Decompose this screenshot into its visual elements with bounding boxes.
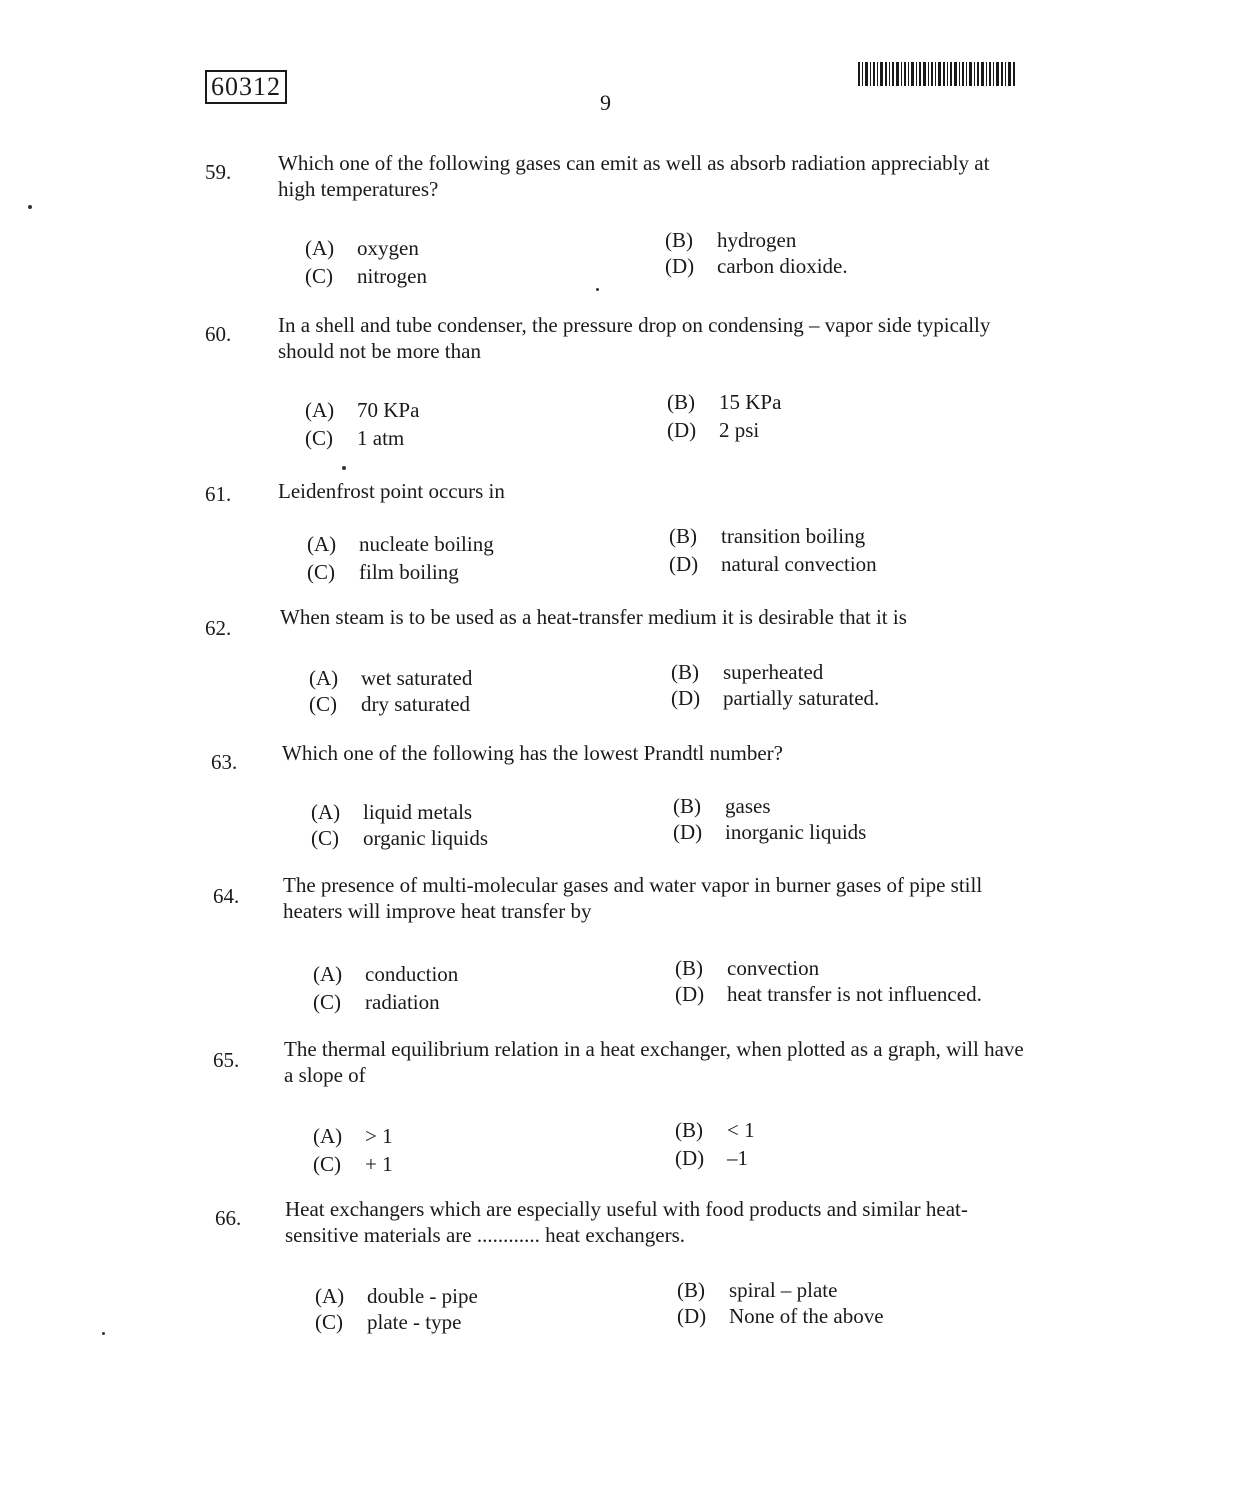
scan-speck	[28, 205, 32, 209]
question-number: 63.	[211, 750, 238, 774]
question-text: Which one of the following has the lowest Prandtl number?	[282, 741, 783, 765]
option-a: (A) 70 KPa	[305, 398, 420, 422]
option-c: (C) plate - type	[315, 1310, 462, 1334]
option-c: (C) nitrogen	[305, 264, 427, 288]
question-number: 62.	[205, 616, 232, 640]
option-d: (D) carbon dioxide.	[665, 254, 848, 278]
question-text: The presence of multi-molecular gases and water vapor in burner gases of pipe still heaters will improve heat transfer by	[283, 873, 983, 923]
scan-speck	[596, 288, 599, 291]
question-number: 65.	[213, 1048, 240, 1072]
option-c: (C) dry saturated	[309, 692, 471, 716]
question-text: The thermal equilibrium relation in a heat exchanger, when plotted as a graph, will have a slope of	[284, 1037, 1024, 1087]
option-a: (A) conduction	[313, 962, 459, 986]
option-d: (D) heat transfer is not influenced.	[675, 982, 982, 1006]
question-text: When steam is to be used as a heat-transfer medium it is desirable that it is	[280, 605, 907, 629]
option-d: (D) –1	[675, 1146, 748, 1170]
option-a: (A) double - pipe	[315, 1284, 478, 1308]
option-d: (D) inorganic liquids	[673, 820, 867, 844]
option-b: (B) convection	[675, 956, 820, 980]
question-number: 61.	[205, 482, 232, 506]
question-text: Heat exchangers which are especially useful with food products and similar heat-sensitive materials are ............ heat exchangers.	[285, 1197, 968, 1247]
option-c: (C) radiation	[313, 990, 440, 1014]
option-b: (B) < 1	[675, 1118, 755, 1142]
barcode-icon	[858, 62, 1016, 86]
option-b: (B) 15 KPa	[667, 390, 782, 414]
option-b: (B) gases	[673, 794, 771, 818]
option-c: (C) 1 atm	[305, 426, 405, 450]
scan-speck	[102, 1332, 105, 1335]
option-a: (A) > 1	[313, 1124, 393, 1148]
option-c: (C) + 1	[313, 1152, 393, 1176]
question-text: In a shell and tube condenser, the pressure drop on condensing – vapor side typically should not be more than	[278, 313, 991, 363]
option-c: (C) organic liquids	[311, 826, 489, 850]
option-d: (D) natural convection	[669, 552, 877, 576]
paper-code: 60312	[205, 70, 287, 104]
option-c: (C) film boiling	[307, 560, 459, 584]
option-b: (B) transition boiling	[669, 524, 866, 548]
question-number: 60.	[205, 322, 232, 346]
option-b: (B) hydrogen	[665, 228, 797, 252]
scan-speck	[342, 466, 346, 470]
option-a: (A) wet saturated	[309, 666, 473, 690]
option-b: (B) spiral – plate	[677, 1278, 838, 1302]
option-d: (D) None of the above	[677, 1304, 884, 1328]
option-d: (D) partially saturated.	[671, 686, 880, 710]
question-number: 59.	[205, 160, 232, 184]
option-a: (A) nucleate boiling	[307, 532, 494, 556]
question-text: Which one of the following gases can emit as well as absorb radiation appreciably at high temperatures?	[278, 151, 990, 201]
option-b: (B) superheated	[671, 660, 824, 684]
question-number: 66.	[215, 1206, 242, 1230]
question-text: Leidenfrost point occurs in	[278, 479, 505, 503]
question-number: 64.	[213, 884, 240, 908]
page-number: 9	[600, 90, 611, 115]
option-a: (A) oxygen	[305, 236, 419, 260]
option-d: (D) 2 psi	[667, 418, 760, 442]
option-a: (A) liquid metals	[311, 800, 473, 824]
